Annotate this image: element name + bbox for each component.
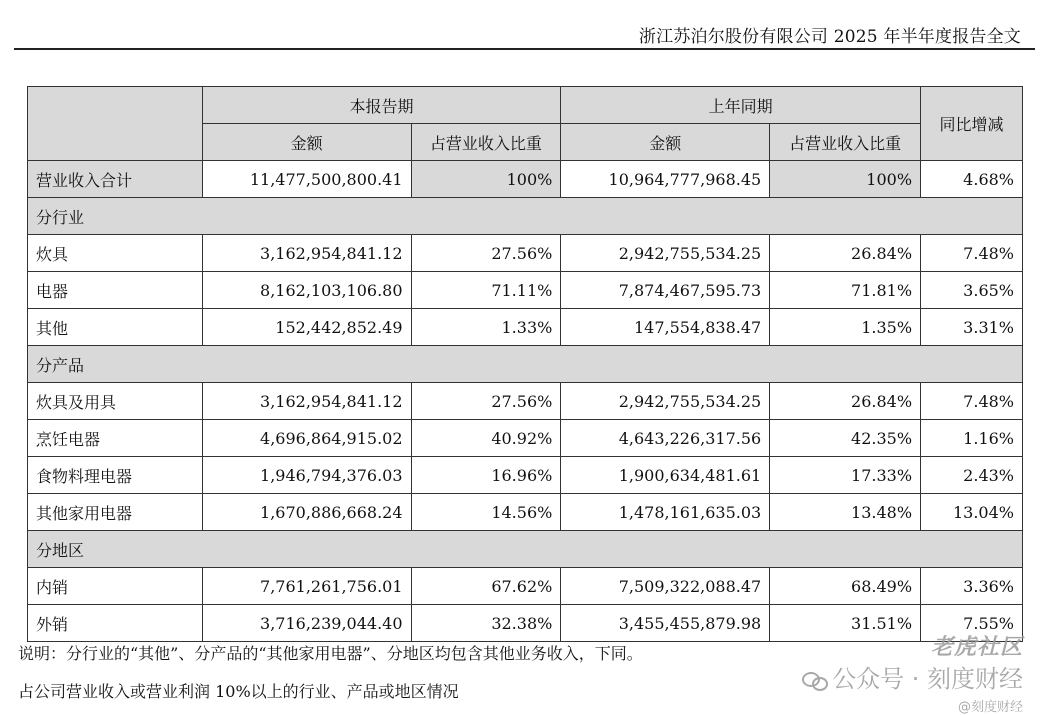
current-share: 27.56% [411, 235, 561, 272]
row-label: 其他家用电器 [28, 494, 203, 531]
current-amount: 1,946,794,376.03 [202, 457, 411, 494]
prior-amount: 147,554,838.47 [561, 309, 770, 346]
prior-share: 26.84% [770, 383, 921, 420]
row-label: 电器 [28, 272, 203, 309]
yoy-change-header: 同比增减 [921, 87, 1023, 161]
current-share: 71.11% [411, 272, 561, 309]
header-divider [14, 48, 1035, 50]
prior-amount: 7,874,467,595.73 [561, 272, 770, 309]
section-title: 分行业 [28, 198, 1023, 235]
watermark-tiger-community: 老虎社区 [930, 635, 1023, 660]
prior-amount: 2,942,755,534.25 [561, 383, 770, 420]
wechat-icon [802, 670, 828, 690]
current-share: 32.38% [411, 605, 561, 642]
current-amount: 7,761,261,756.01 [202, 568, 411, 605]
yoy-change: 7.55% [921, 605, 1023, 642]
report-title: 浙江苏泊尔股份有限公司 2025 年半年度报告全文 [638, 27, 1021, 47]
prior-amount: 1,900,634,481.61 [561, 457, 770, 494]
total-row [28, 161, 1023, 198]
prior-share: 17.33% [770, 457, 921, 494]
yoy-change: 3.31% [921, 309, 1023, 346]
row-label: 内销 [28, 568, 203, 605]
table-footnote: 说明：分行业的“其他”、分产品的“其他家用电器”、分地区均包含其他业务收入，下同。 [18, 644, 643, 663]
row-label: 外销 [28, 605, 203, 642]
current-amount: 8,162,103,106.80 [202, 272, 411, 309]
prior-amount: 7,509,322,088.47 [561, 568, 770, 605]
current-amount: 3,162,954,841.12 [202, 235, 411, 272]
row-label: 炊具 [28, 235, 203, 272]
prior-share: 31.51% [770, 605, 921, 642]
prior-amount-header: 金额 [561, 124, 770, 161]
current-share-header: 占营业收入比重 [411, 124, 561, 161]
prior-amount: 1,478,161,635.03 [561, 494, 770, 531]
prior-amount: 3,455,455,879.98 [561, 605, 770, 642]
prior-share: 100% [770, 161, 921, 198]
current-share: 27.56% [411, 383, 561, 420]
prior-share: 42.35% [770, 420, 921, 457]
current-amount: 3,162,954,841.12 [202, 383, 411, 420]
current-amount: 152,442,852.49 [202, 309, 411, 346]
section-title: 分产品 [28, 346, 1023, 383]
section-row [28, 531, 1023, 568]
prior-share: 13.48% [770, 494, 921, 531]
table-row [28, 494, 1023, 531]
row-label: 营业收入合计 [28, 161, 203, 198]
yoy-change: 7.48% [921, 383, 1023, 420]
prior-share-header: 占营业收入比重 [770, 124, 921, 161]
current-amount: 11,477,500,800.41 [202, 161, 411, 198]
current-share: 100% [411, 161, 561, 198]
prior-amount: 4,643,226,317.56 [561, 420, 770, 457]
prior-period-header: 上年同期 [561, 87, 921, 124]
section-row [28, 198, 1023, 235]
watermark-account-text: 公众号 · 刻度财经 [832, 665, 1023, 693]
prior-amount: 2,942,755,534.25 [561, 235, 770, 272]
table-row [28, 568, 1023, 605]
revenue-table [27, 86, 1023, 642]
current-amount: 1,670,886,668.24 [202, 494, 411, 531]
yoy-change: 3.36% [921, 568, 1023, 605]
watermark-handle: @刻度财经 [957, 700, 1023, 715]
current-amount-header: 金额 [202, 124, 411, 161]
prior-share: 71.81% [770, 272, 921, 309]
current-amount: 3,716,239,044.40 [202, 605, 411, 642]
corner-header-cell [28, 87, 203, 161]
current-amount: 4,696,864,915.02 [202, 420, 411, 457]
row-label: 烹饪电器 [28, 420, 203, 457]
table-row [28, 272, 1023, 309]
current-share: 40.92% [411, 420, 561, 457]
prior-share: 68.49% [770, 568, 921, 605]
table-row [28, 383, 1023, 420]
current-period-header: 本报告期 [202, 87, 561, 124]
row-label: 炊具及用具 [28, 383, 203, 420]
prior-amount: 10,964,777,968.45 [561, 161, 770, 198]
yoy-change: 1.16% [921, 420, 1023, 457]
current-share: 14.56% [411, 494, 561, 531]
row-label: 其他 [28, 309, 203, 346]
row-label: 食物料理电器 [28, 457, 203, 494]
table-row [28, 235, 1023, 272]
watermark-account [802, 659, 1023, 694]
current-share: 67.62% [411, 568, 561, 605]
yoy-change: 3.65% [921, 272, 1023, 309]
table-row [28, 457, 1023, 494]
yoy-change: 2.43% [921, 457, 1023, 494]
yoy-change: 4.68% [921, 161, 1023, 198]
prior-share: 1.35% [770, 309, 921, 346]
current-share: 1.33% [411, 309, 561, 346]
yoy-change: 13.04% [921, 494, 1023, 531]
watermark [802, 630, 1023, 715]
yoy-change: 7.48% [921, 235, 1023, 272]
current-share: 16.96% [411, 457, 561, 494]
section-row [28, 346, 1023, 383]
section-caption: 占公司营业收入或营业利润 10%以上的行业、产品或地区情况 [18, 682, 459, 701]
table-row [28, 309, 1023, 346]
table-row [28, 420, 1023, 457]
section-title: 分地区 [28, 531, 1023, 568]
prior-share: 26.84% [770, 235, 921, 272]
